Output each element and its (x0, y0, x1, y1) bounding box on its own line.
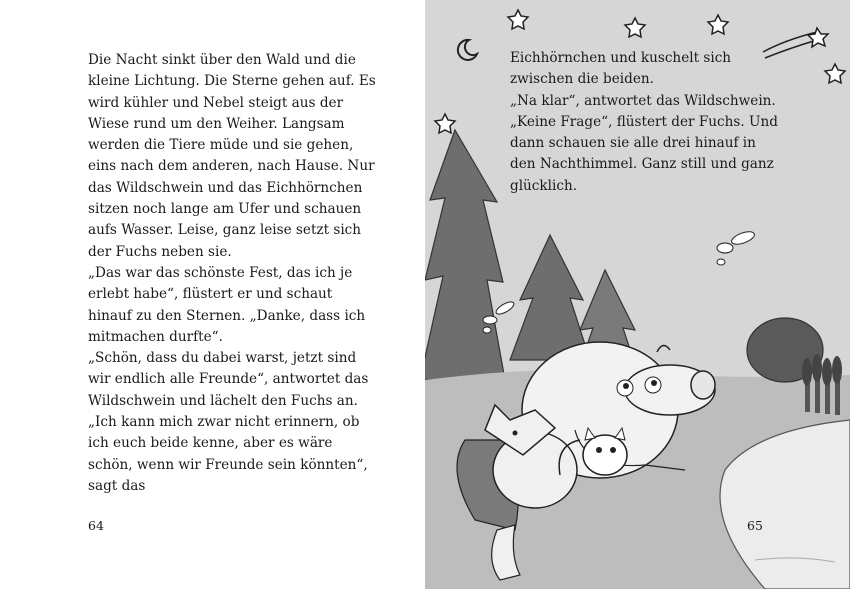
paragraph: „Schön, dass du dabei warst, jetzt sind wir endlich alle Freunde“, antwortet das Wildschwein und lächelt den Fuchs an. (88, 350, 369, 409)
paragraph: „Na klar“, antwortet das Wildschwein. (510, 92, 776, 109)
right-page-text (510, 48, 780, 197)
paragraph: Eichhörnchen und kuschelt sich zwischen die beiden. (510, 50, 732, 88)
page-number-left: 64 (88, 518, 104, 533)
paragraph: „Keine Frage“, flüstert der Fuchs. Und dann schauen sie alle drei hinauf in den Nachthimmel. Ganz still und ganz glücklich. (510, 113, 778, 194)
left-page-text (88, 50, 378, 497)
paragraph: „Ich kann mich zwar nicht erinnern, ob ich euch beide kenne, aber es wäre schön, wenn wir Freunde sein könnten“, sagt das (88, 414, 368, 494)
paragraph: Die Nacht sinkt über den Wald und die kleine Lichtung. Die Sterne gehen auf. Es wird kühler und Nebel steigt aus der Wiese rund um den Weiher. Langsam werden die Tiere müde und sie gehen, eins nach dem anderen, nach Hause. Nur das Wildschwein und das Eichhörnchen sitzen noch lange am Ufer und schauen aufs Wasser. Leise, ganz leise setzt sich der Fuchs neben sie. (88, 52, 376, 260)
right-page (425, 0, 850, 589)
paragraph: „Das war das schönste Fest, das ich je erlebt habe“, flüstert er und schaut hinauf zu den Sternen. „Danke, dass ich mitmachen durfte“. (88, 264, 366, 345)
page-number-right: 65 (747, 518, 763, 533)
